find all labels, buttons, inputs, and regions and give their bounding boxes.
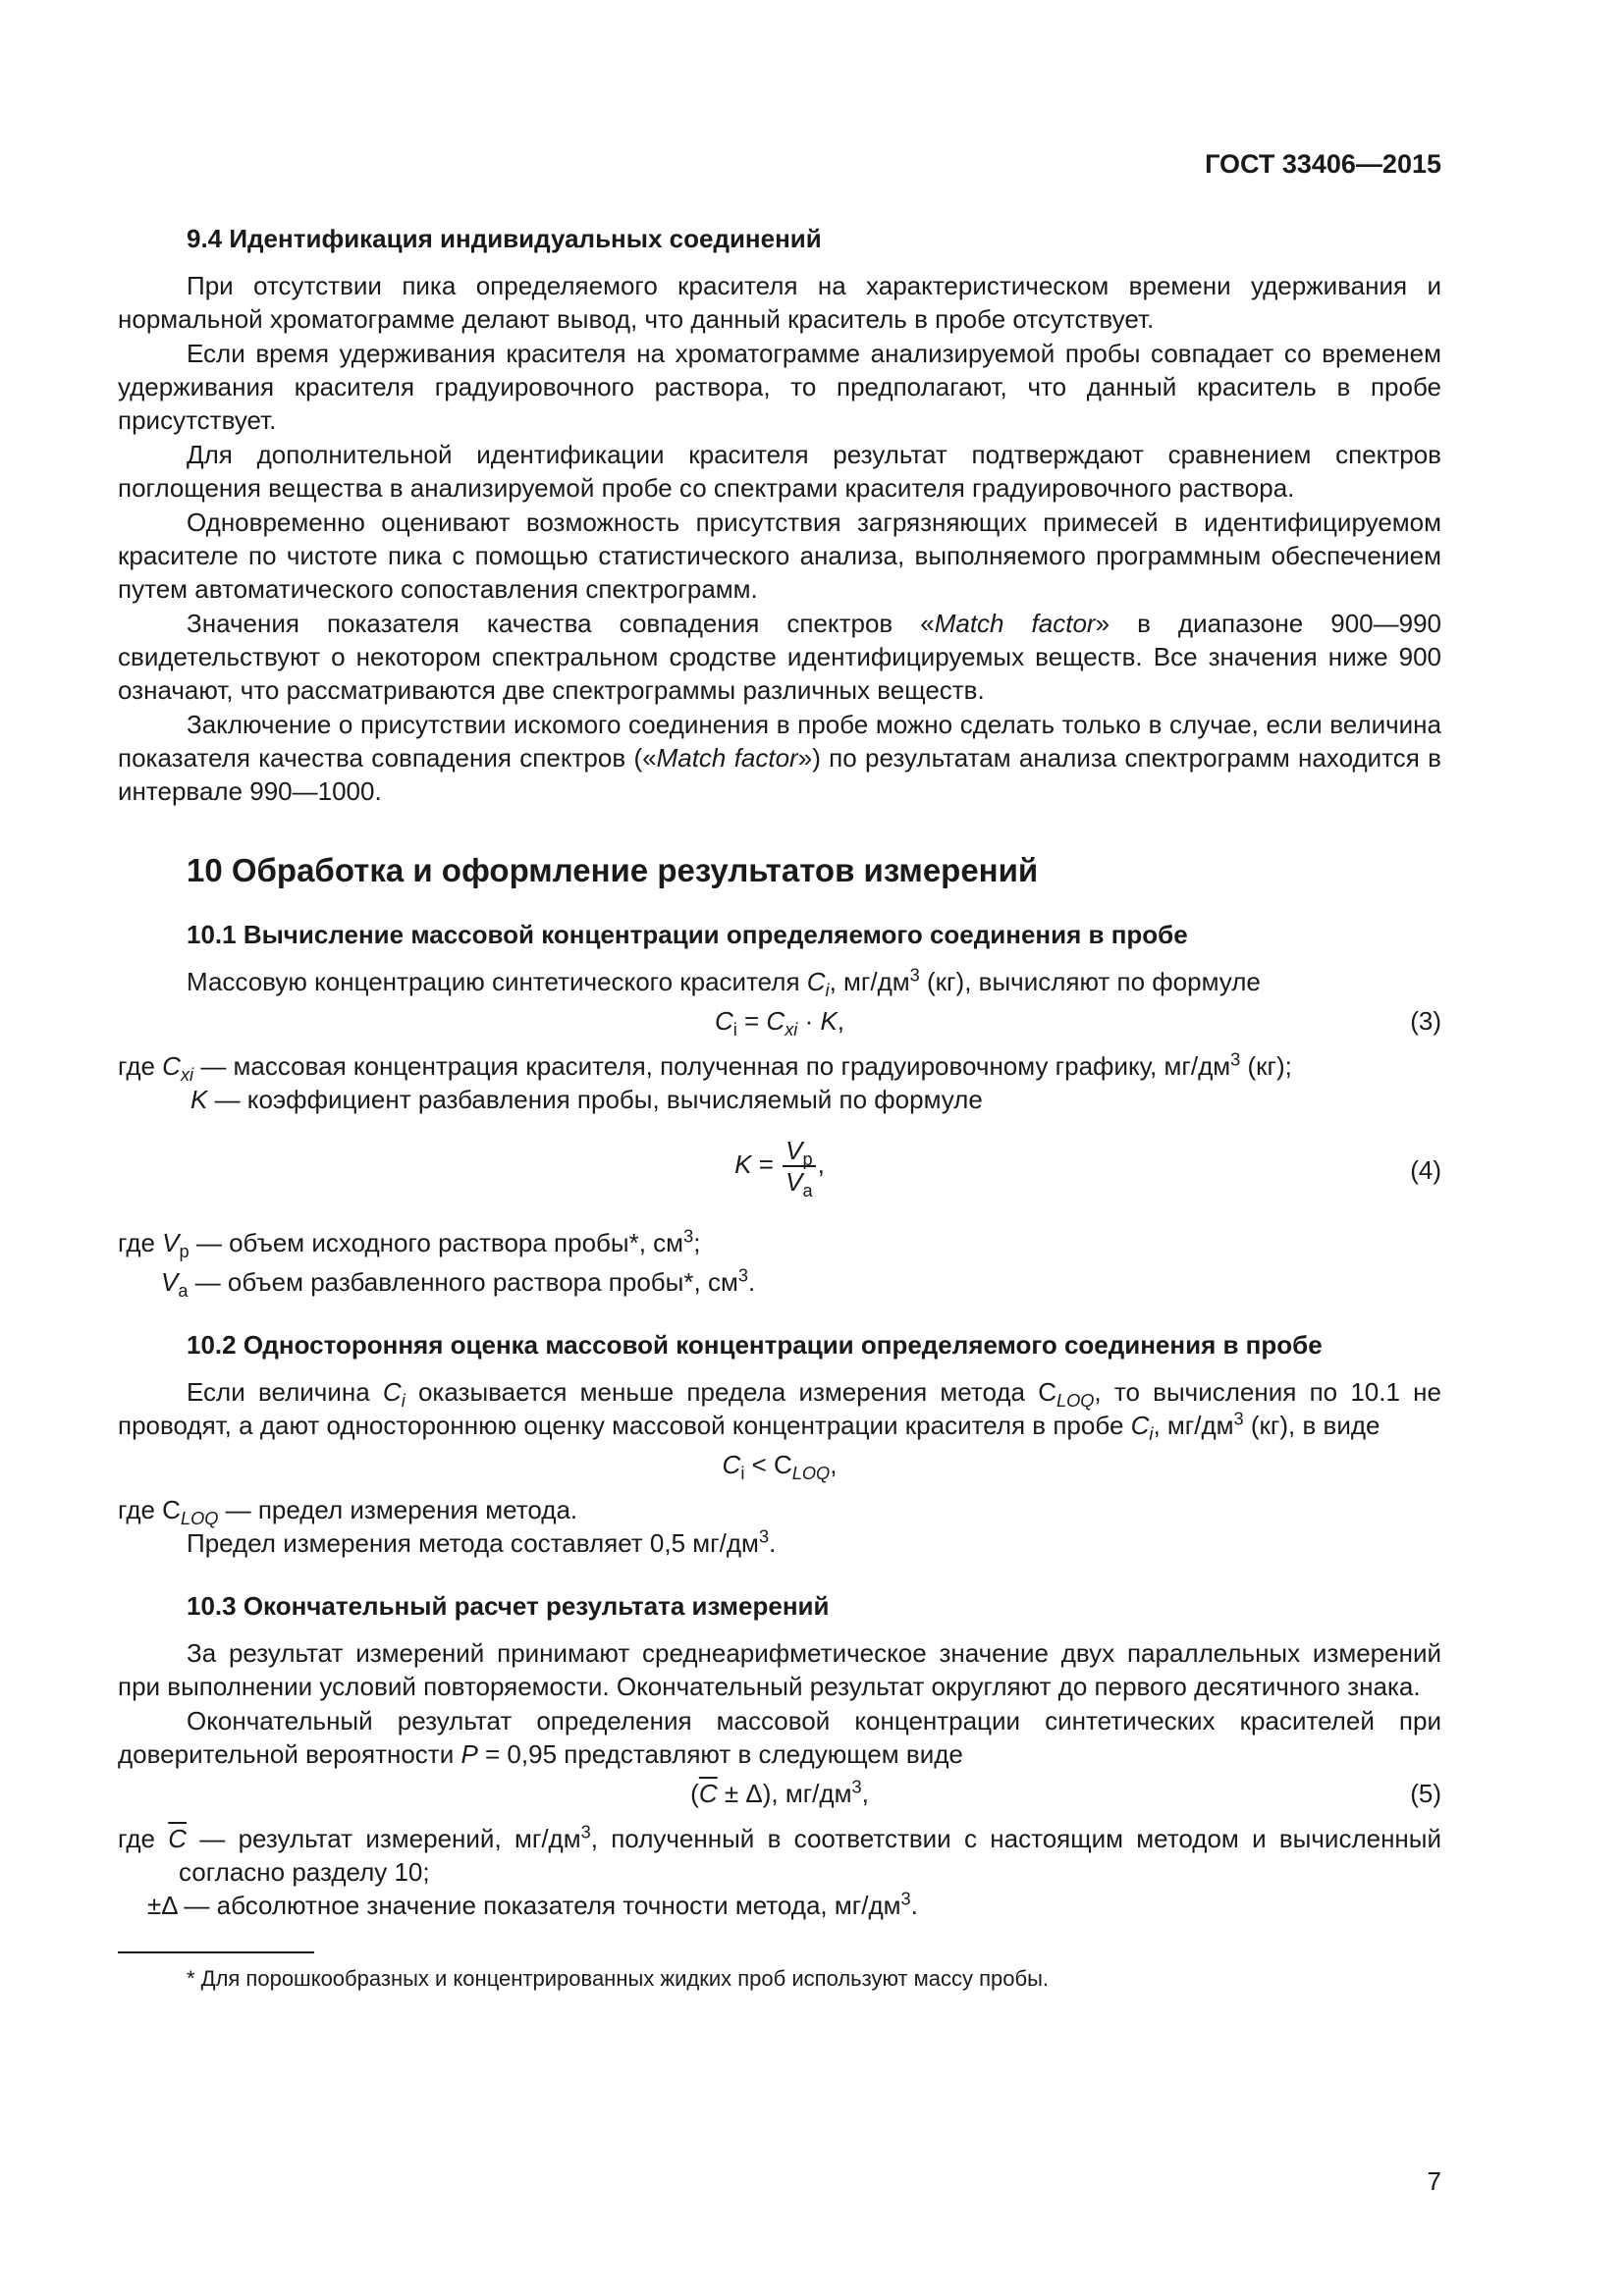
paragraph: Окончательный результат определения массовой концентрации синтетических красителей при доверительной вероятности P = 0,95 представляют в следующем виде	[118, 1706, 1441, 1769]
formula-legend: где $C_{xi}$ — массовая концентрация красителя, полученная по градуировочному графику, $мг/дм^3$ (кг);	[118, 1049, 1292, 1086]
equation-number: (3)	[1410, 1006, 1441, 1036]
document-code: ГОСТ 33406—2015	[1205, 149, 1441, 179]
formula-5: $(\overline{C} \pm \Delta)$, $мг/дм^3$, (5)	[690, 1777, 1441, 1808]
formula-loq: $C_i < C_{LOQ}$,	[722, 1450, 838, 1484]
formula-legend: где $C_{LOQ}$ — предел измерения метода.	[118, 1495, 578, 1529]
paragraph: Если время удерживания красителя на хроматограмме анализируемой пробы совпадает со временем удерживания красителя градуировочного раствора, то предполагают, что данный краситель в пробе присутствует.	[118, 339, 1441, 435]
paragraph: Массовую концентрацию синтетического красителя $C_i$, $мг/дм^3$ (кг), вычисляют по формуле	[187, 965, 1261, 1001]
footnote: * Для порошкообразных и концентрированных жидких проб используют массу пробы.	[187, 1966, 1050, 1991]
formula-legend: Предел измерения метода составляет 0,5 $мг/дм^3$.	[187, 1526, 777, 1558]
equation-number: (4)	[1410, 1155, 1441, 1185]
formula-legend: K — коэффициент разбавления пробы, вычисляемый по формуле	[190, 1085, 983, 1114]
formula-4: K = $\frac{V_p}{V_a}$ , (4)	[734, 1136, 1441, 1201]
paragraph: Для дополнительной идентификации красителя результат подтверждают сравнением спектров поглощения вещества в анализируемой пробе со спектрами красителя градуировочного раствора.	[118, 440, 1441, 503]
page-content	[118, 222, 1441, 1993]
formula-3: $C_i = C_{xi} \cdot K$, (3)	[714, 1006, 1441, 1041]
page-number: 7	[1427, 2166, 1441, 2196]
paragraph: За результат измерений принимают среднеарифметическое значение двух параллельных измерений при выполнении условий повторяемости. Окончательный результат округляют до первого десятичного знака.	[118, 1638, 1441, 1701]
section-10-3-heading: 10.3 Окончательный расчет результата измерений	[187, 1591, 830, 1621]
section-9-4-heading: 9.4 Идентификация индивидуальных соединений	[187, 224, 822, 253]
footnote-divider	[118, 1951, 314, 1953]
equation-number: (5)	[1410, 1779, 1441, 1808]
formula-legend: где $\overline{C}$ — результат измерений, $мг/дм^3$, полученный в соответствии с настоящим методом и вычисленный согласно разделу 10;	[118, 1822, 1441, 1887]
formula-legend: $V_a$ — объем разбавленного раствора пробы*, $см^3$.	[161, 1265, 756, 1302]
formula-legend: где $V_p$ — объем исходного раствора пробы*, $см^3$;	[118, 1226, 701, 1262]
formula-legend: ±Δ — абсолютное значение показателя точности метода, $мг/дм^3$.	[147, 1889, 918, 1920]
section-10-heading: 10 Обработка и оформление результатов измерений	[187, 852, 1039, 888]
paragraph: При отсутствии пика определяемого красителя на характеристическом времени удерживания и нормальной хроматограмме делают вывод, что данный краситель в пробе отсутствует.	[118, 271, 1441, 334]
section-10-2-heading: 10.2 Односторонняя оценка массовой концентрации определяемого соединения в пробе	[187, 1330, 1323, 1360]
paragraph: Одновременно оценивают возможность присутствия загрязняющих примесей в идентифицируемом красителе по чистоте пика с помощью статистического анализа, выполняемого программным обеспечением путем автоматического сопоставления спектрограмм.	[118, 507, 1441, 604]
section-10-1-heading: 10.1 Вычисление массовой концентрации определяемого соединения в пробе	[187, 920, 1188, 949]
paragraph: Заключение о присутствии искомого соединения в пробе можно сделать только в случае, если величина показателя качества совпадения спектров («Match factor») по результатам анализа спектрограмм находится в интервале 990—1000.	[118, 710, 1441, 806]
paragraph: Значения показателя качества совпадения спектров «Match factor» в диапазоне 900—990 свидетельствуют о некотором спектральном сродстве идентифицируемых веществ. Все значения ниже 900 означают, что рассматриваются две спектрограммы различных веществ.	[118, 609, 1441, 705]
paragraph: Если величина $C_i$ оказывается меньше предела измерения метода $C_{LOQ}$, то вычисления по 10.1 не проводят, а дают одностороннюю оценку массовой концентрации красителя в пробе $C_i$, $мг/дм^3$ (кг), в виде	[118, 1377, 1441, 1445]
fraction: $\frac{V_p}{V_a}$	[783, 1136, 815, 1197]
